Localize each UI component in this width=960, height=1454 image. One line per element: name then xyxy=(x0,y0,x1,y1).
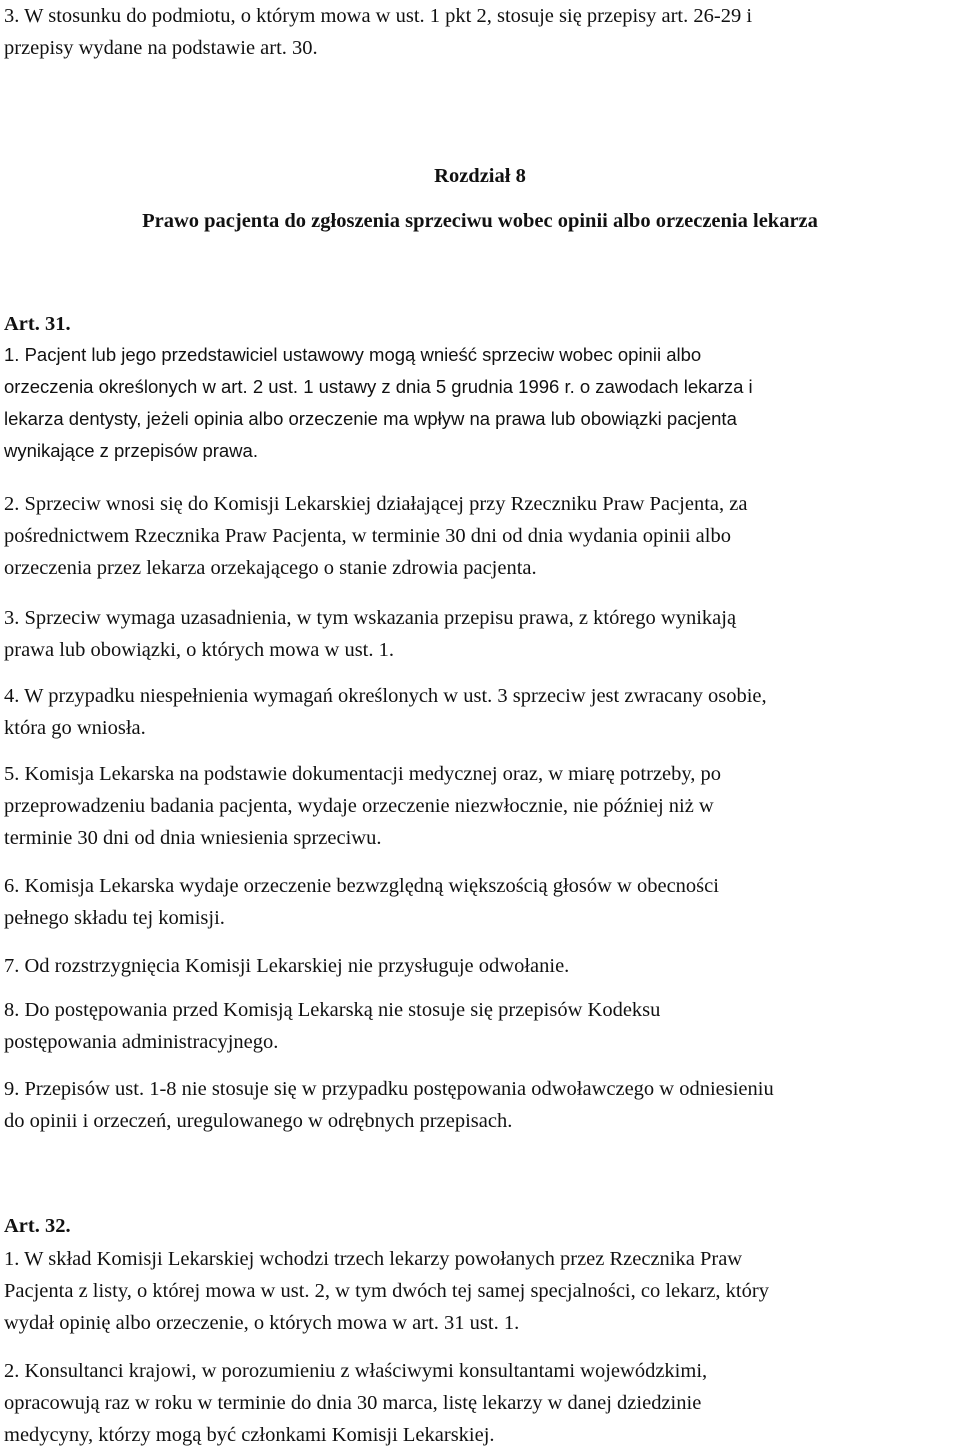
chapter-title-block xyxy=(4,205,956,237)
text-line: opracowują raz w roku w terminie do dnia 30 marca, listę lekarzy w danej dziedzinie xyxy=(4,1392,702,1414)
chapter-title: Prawo pacjenta do zgłoszenia sprzeciwu wobec opinii albo orzeczenia lekarza xyxy=(142,210,818,232)
text-line: 7. Od rozstrzygnięcia Komisji Lekarskiej nie przysługuje odwołanie. xyxy=(4,955,570,977)
article-31-paragraph-2 xyxy=(4,488,956,584)
paragraph-3-prev-article xyxy=(4,0,956,64)
text-line: 4. W przypadku niespełnienia wymagań określonych w ust. 3 sprzeciw jest zwracany osobie, xyxy=(4,685,767,707)
article-31-paragraph-1 xyxy=(4,339,956,467)
text-line: lekarza dentysty, jeżeli opinia albo orzeczenie ma wpływ na prawa lub obowiązki pacjenta xyxy=(4,408,737,429)
text-line: 2. Konsultanci krajowi, w porozumieniu z właściwymi konsultantami wojewódzkimi, xyxy=(4,1360,708,1382)
article-32-heading xyxy=(4,1210,956,1242)
text-line: do opinii i orzeczeń, uregulowanego w odrębnych przepisach. xyxy=(4,1110,513,1132)
text-line: postępowania administracyjnego. xyxy=(4,1031,279,1053)
article-heading: Art. 32. xyxy=(4,1215,71,1237)
text-line: prawa lub obowiązki, o których mowa w ust. 1. xyxy=(4,639,394,661)
article-heading: Art. 31. xyxy=(4,313,71,335)
article-31-paragraph-7 xyxy=(4,950,956,982)
text-line: orzeczenia określonych w art. 2 ust. 1 ustawy z dnia 5 grudnia 1996 r. o zawodach lekarza i xyxy=(4,376,753,397)
text-line: przeprowadzeniu badania pacjenta, wydaje orzeczenie niezwłocznie, nie później niż w xyxy=(4,795,714,817)
article-32-paragraph-1 xyxy=(4,1243,956,1339)
chapter-number: Rozdział 8 xyxy=(434,165,526,187)
text-line: która go wniosła. xyxy=(4,717,146,739)
text-line: 1. Pacjent lub jego przedstawiciel ustawowy mogą wnieść sprzeciw wobec opinii albo xyxy=(4,344,702,365)
text-line: wynikające z przepisów prawa. xyxy=(4,440,258,461)
text-line: pełnego składu tej komisji. xyxy=(4,907,225,929)
article-31-paragraph-9 xyxy=(4,1073,956,1137)
article-31-paragraph-3 xyxy=(4,602,956,666)
text-line: 3. Sprzeciw wymaga uzasadnienia, w tym wskazania przepisu prawa, z którego wynikają xyxy=(4,607,737,629)
text-line: 8. Do postępowania przed Komisją Lekarską nie stosuje się przepisów Kodeksu xyxy=(4,999,661,1021)
text-line: 2. Sprzeciw wnosi się do Komisji Lekarskiej działającej przy Rzeczniku Praw Pacjenta, za xyxy=(4,493,748,515)
text-line: wydał opinię albo orzeczenie, o których mowa w art. 31 ust. 1. xyxy=(4,1312,520,1334)
article-31-paragraph-8 xyxy=(4,994,956,1058)
text-line: 6. Komisja Lekarska wydaje orzeczenie bezwzględną większością głosów w obecności xyxy=(4,875,719,897)
chapter-heading xyxy=(4,160,956,192)
article-31-heading xyxy=(4,308,956,340)
text-line: 1. W skład Komisji Lekarskiej wchodzi trzech lekarzy powołanych przez Rzecznika Praw xyxy=(4,1248,743,1270)
text-line: 5. Komisja Lekarska na podstawie dokumentacji medycznej oraz, w miarę potrzeby, po xyxy=(4,763,722,785)
text-line: przepisy wydane na podstawie art. 30. xyxy=(4,37,318,59)
article-32-paragraph-2 xyxy=(4,1355,956,1451)
text-line: terminie 30 dni od dnia wniesienia sprzeciwu. xyxy=(4,827,382,849)
text-line: 9. Przepisów ust. 1-8 nie stosuje się w przypadku postępowania odwoławczego w odniesieniu xyxy=(4,1078,774,1100)
text-line: Pacjenta z listy, o której mowa w ust. 2, w tym dwóch tej samej specjalności, co lekarz, który xyxy=(4,1280,769,1302)
article-31-paragraph-4 xyxy=(4,680,956,744)
text-line: medycyny, którzy mogą być członkami Komisji Lekarskiej. xyxy=(4,1424,495,1446)
article-31-paragraph-6 xyxy=(4,870,956,934)
text-line: pośrednictwem Rzecznika Praw Pacjenta, w terminie 30 dni od dnia wydania opinii albo xyxy=(4,525,731,547)
text-line: orzeczenia przez lekarza orzekającego o stanie zdrowia pacjenta. xyxy=(4,557,537,579)
text-line: 3. W stosunku do podmiotu, o którym mowa w ust. 1 pkt 2, stosuje się przepisy art. 26-29 i xyxy=(4,5,753,27)
article-31-paragraph-5 xyxy=(4,758,956,854)
